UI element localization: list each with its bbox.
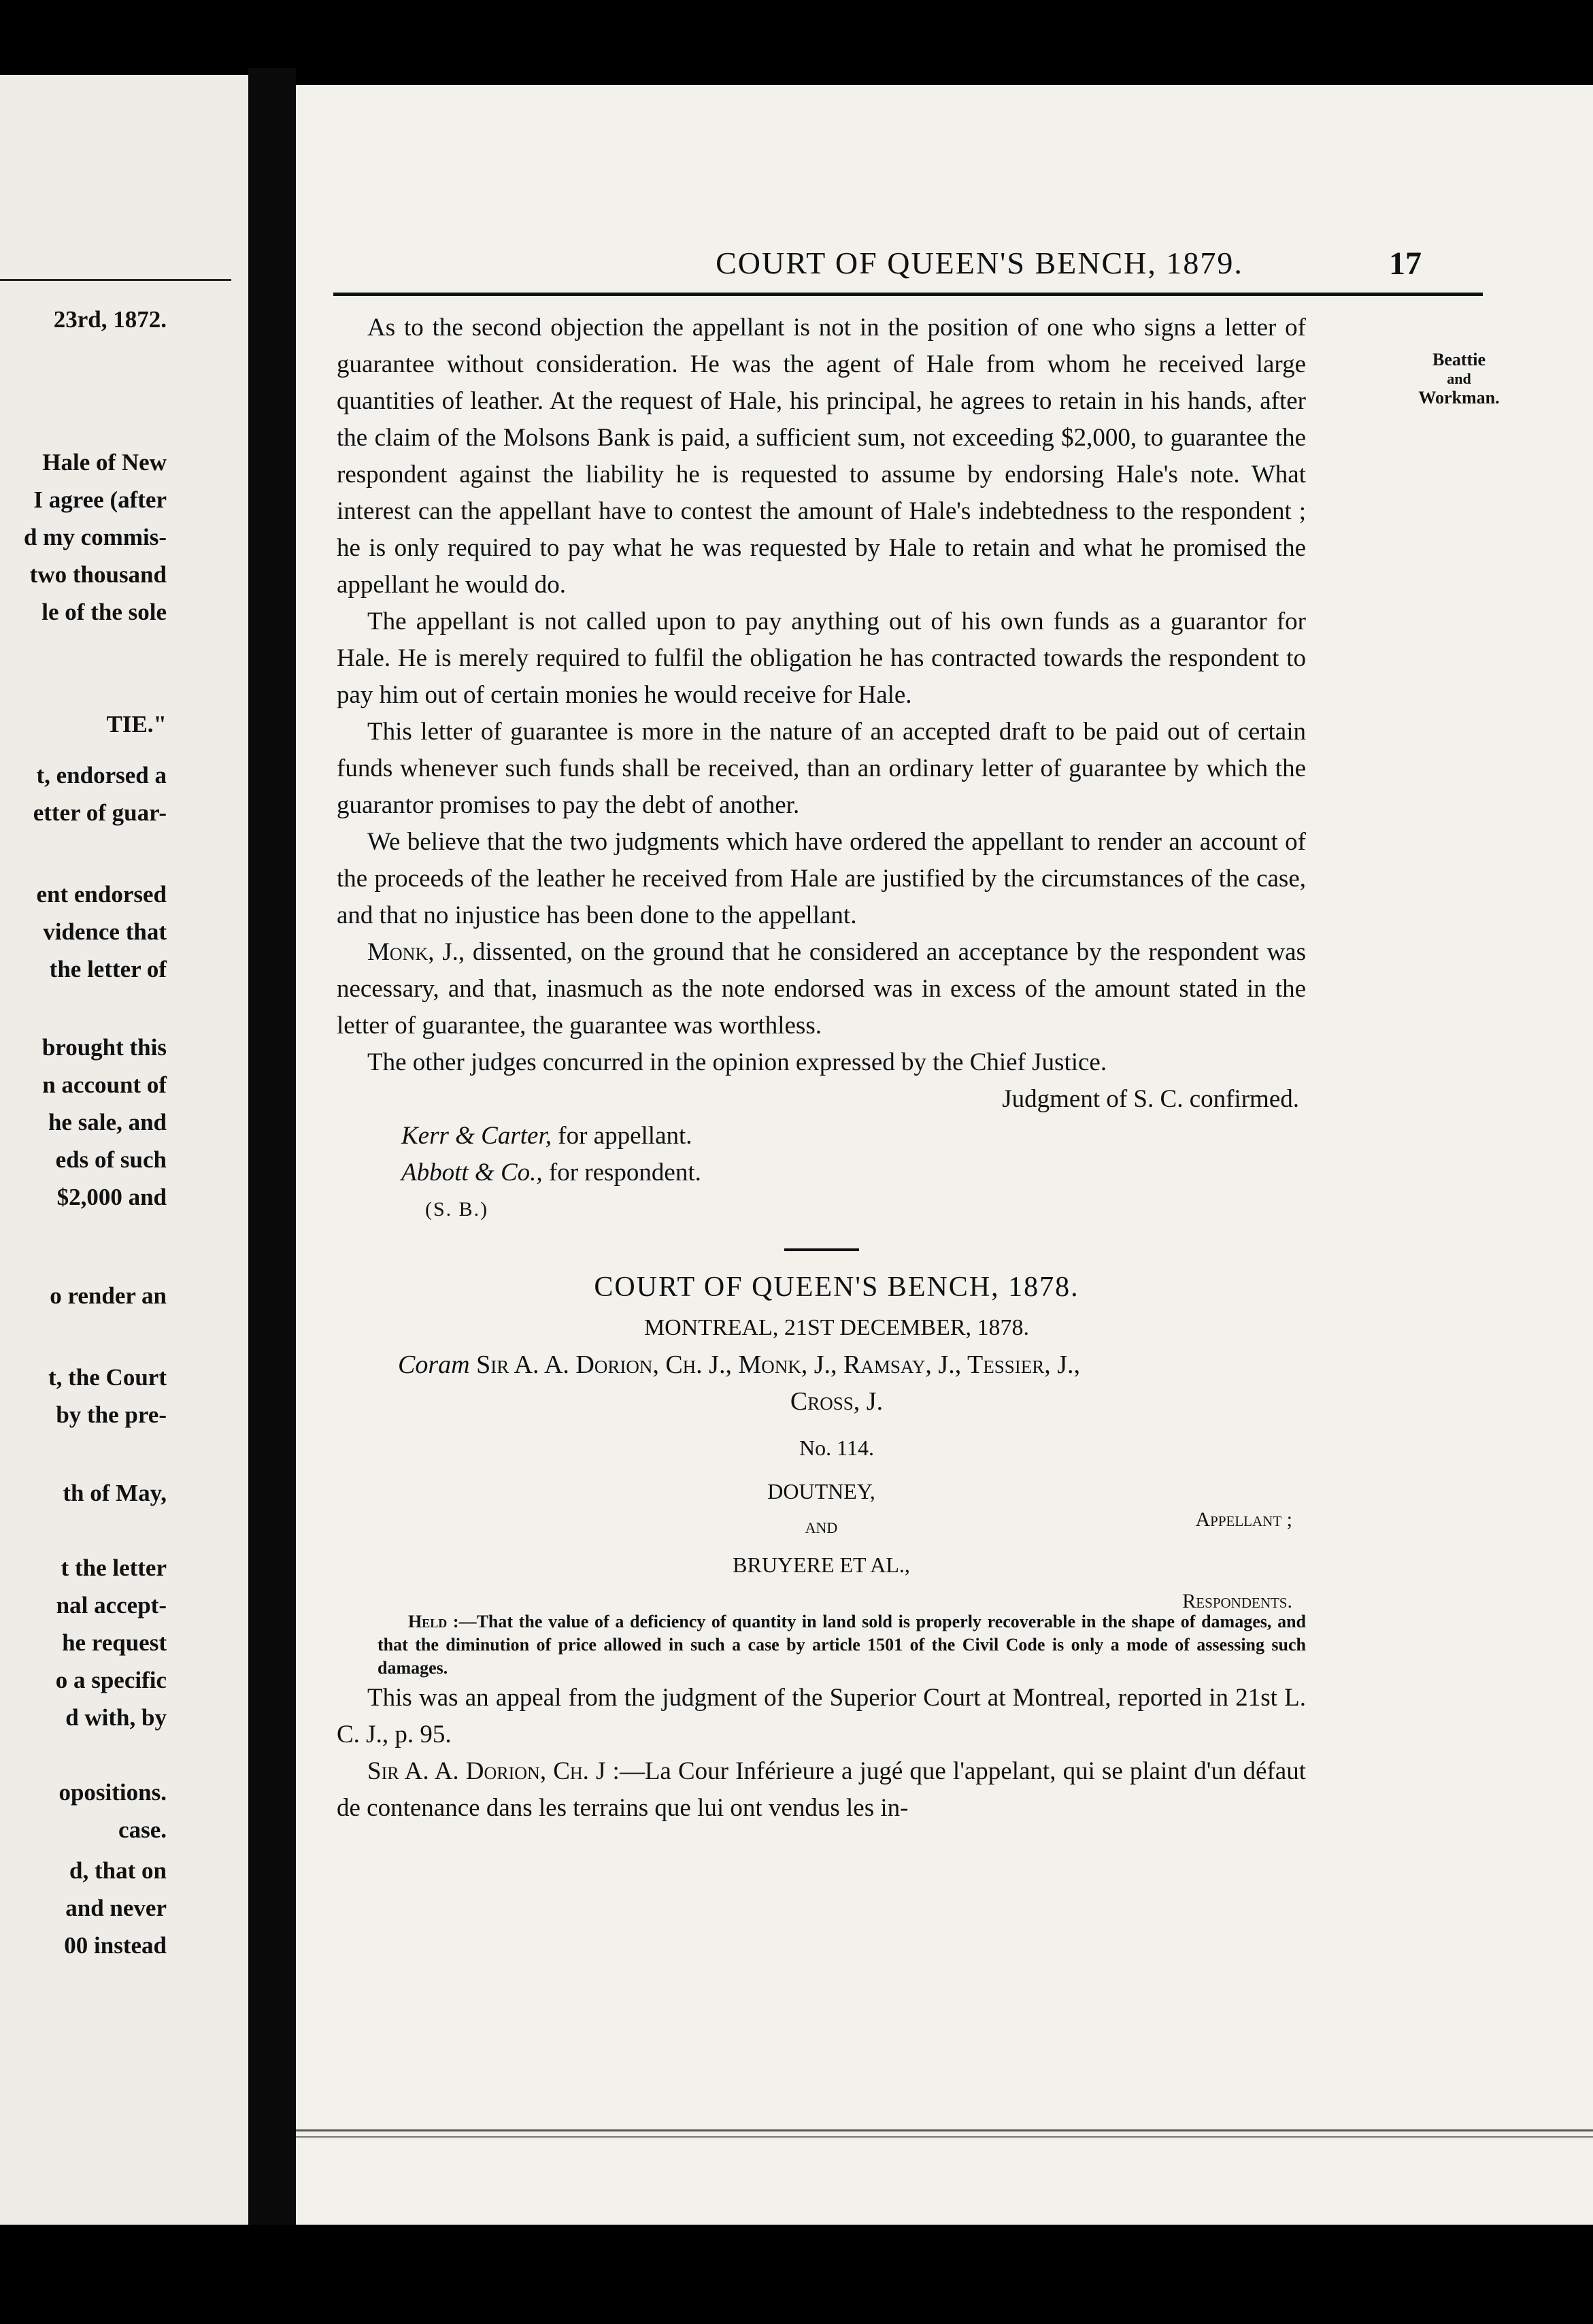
- left-line: vidence that: [43, 918, 167, 945]
- page-gutter: [248, 68, 296, 2231]
- bottom-rule-secondary: [296, 2136, 1593, 2138]
- left-head-rule: [0, 279, 231, 281]
- paragraph-text: dissented, on the ground that he considered an acceptance by the respondent was necessary, and that, inasmuch as the note endorsed was in excess of the amount stated in the letter of guarantee, the guarantee was worthless.: [337, 938, 1306, 1040]
- running-head: COURT OF QUEEN'S BENCH, 1879.: [716, 246, 1243, 280]
- paragraph: As to the second objection the appellant is not in the position of one who signs a letter of guarantee without consideration. He was the agent of Hale from whom he received large quantities of leather. At the request of Hale, his principal, he agrees to retain in his hands, after the claim of the Molsons Bank is paid, a sufficient sum, not exceeding $2,000, to guarantee the respondent against the liability he is requested to assume by endorsing Hale's note. What interest can the appellant have to contest the amount of Hale's indebtedness to the respondent ; he is only required to pay what he was requested by Hale to retain and what he promised the appellant he would do.: [337, 314, 1306, 599]
- left-line: $2,000 and: [56, 1184, 167, 1210]
- held-text: That the value of a deficiency of quantity in land sold is properly recoverable in the shape of damages, and that the diminution of price allowed in such a case by article 1501 of the Civil Code is only a mode of assessing such damages.: [378, 1612, 1306, 1678]
- page-number: 17: [1389, 246, 1422, 282]
- judge-name: Sir A. A. Dorion, Ch. J :—: [367, 1757, 645, 1785]
- coram-judges-cont: Cross, J.: [790, 1387, 884, 1416]
- paragraph: [337, 1753, 1306, 1827]
- paragraph: This letter of guarantee is more in the nature of an accepted draft to be paid out of certain funds whenever such funds shall be received, than an ordinary letter of guarantee by which the guarantor promises to pay the debt of another.: [337, 718, 1306, 819]
- counsel-role: for respondent.: [542, 1159, 701, 1186]
- left-line: d with, by: [65, 1704, 167, 1731]
- left-line: n account of: [42, 1072, 167, 1098]
- film-border-top: [0, 0, 1593, 75]
- left-line: t the letter: [61, 1555, 167, 1581]
- left-line: opositions.: [58, 1779, 167, 1806]
- counsel-role: for appellant.: [552, 1122, 692, 1150]
- and-word: AND: [805, 1519, 838, 1536]
- margin-note-line: Beattie: [1432, 350, 1486, 369]
- left-line: le of the sole: [41, 599, 167, 625]
- coram-judges: Sir A. A. Dorion, Ch. J., Monk, J., Ramsay, J., Tessier, J.,: [469, 1350, 1081, 1379]
- respondent-name: BRUYERE ET AL.,: [733, 1553, 910, 1577]
- margin-note: [1371, 350, 1547, 408]
- left-line: etter of guar-: [33, 799, 167, 826]
- counsel-respondent: [337, 1155, 1306, 1191]
- left-line: 23rd, 1872.: [53, 306, 167, 333]
- left-line: he request: [62, 1629, 167, 1656]
- paragraph: We believe that the two judgments which have ordered the appellant to render an account of the proceeds of the leather he received from Hale are justified by the circumstances of the case, and that no injustice has been done to the appellant.: [337, 828, 1306, 929]
- counsel-name: Abbott & Co.,: [401, 1159, 543, 1186]
- left-line: th of May,: [63, 1480, 167, 1506]
- held-label: Held :—: [408, 1612, 477, 1631]
- counsel-appellant: [337, 1118, 1306, 1155]
- judgment-line: Judgment of S. C. confirmed.: [1002, 1085, 1299, 1113]
- left-line: and never: [65, 1895, 167, 1921]
- left-line: d, that on: [69, 1857, 167, 1884]
- paragraph: The other judges concurred in the opinion expressed by the Chief Justice.: [367, 1048, 1107, 1076]
- coram-word: Coram: [398, 1350, 470, 1379]
- left-line: d my commis-: [24, 524, 167, 550]
- left-line: TIE.": [106, 711, 167, 737]
- left-line: Hale of New: [42, 449, 167, 476]
- left-line: by the pre-: [56, 1401, 167, 1428]
- case-place-date: MONTREAL, 21ST DECEMBER, 1878.: [643, 1315, 1030, 1340]
- respondent-label: Respondents.: [1182, 1590, 1292, 1612]
- main-page: [296, 85, 1593, 2225]
- reporter-initials: (S. B.): [425, 1198, 489, 1221]
- film-border-bottom: [0, 2225, 1593, 2324]
- appellant-line: [337, 1473, 1306, 1510]
- left-line: o render an: [50, 1282, 167, 1309]
- section-separator: [784, 1248, 859, 1251]
- left-line: 00 instead: [64, 1932, 167, 1959]
- respondent-line: [337, 1546, 1306, 1583]
- paragraph: The appellant is not called upon to pay anything out of his own funds as a guarantor for Hale. He is merely required to fulfil the obligation he has contracted towards the respondent to pay him out of certain monies he would receive for Hale.: [337, 608, 1306, 709]
- left-line: o a specific: [55, 1667, 167, 1693]
- left-line: brought this: [41, 1034, 167, 1061]
- left-line: t, endorsed a: [36, 762, 167, 788]
- coram-line: [337, 1346, 1306, 1383]
- paragraph: This was an appeal from the judgment of the Superior Court at Montreal, reported in 21st L. C. J., p. 95.: [337, 1684, 1306, 1748]
- left-line: he sale, and: [48, 1109, 167, 1135]
- and-line: [337, 1510, 1306, 1546]
- case-court-title: COURT OF QUEEN'S BENCH, 1878.: [594, 1272, 1079, 1303]
- bottom-rule: [296, 2129, 1593, 2131]
- paragraph-text: La Cour Inférieure a jugé que l'appelant, qui se plaint d'un défaut de contenance dans les terrains que lui ont vendus les in-: [337, 1757, 1307, 1822]
- left-line: nal accept-: [56, 1592, 167, 1618]
- left-line: t, the Court: [48, 1364, 167, 1391]
- appellant-name: DOUTNEY,: [767, 1479, 875, 1504]
- held-headnote: [337, 1610, 1306, 1680]
- respondent-label-line: [337, 1583, 1306, 1610]
- margin-note-line: and: [1447, 370, 1471, 387]
- left-line: I agree (after: [33, 486, 167, 513]
- left-line: the letter of: [49, 956, 167, 982]
- paragraph: [337, 934, 1306, 1044]
- left-line: eds of such: [55, 1146, 167, 1173]
- appellant-label: Appellant ;: [1195, 1508, 1292, 1531]
- judge-name: Monk, J.,: [367, 938, 465, 966]
- left-page-fragment: [0, 75, 248, 2225]
- header-rule: [333, 293, 1483, 296]
- left-line: two thousand: [29, 561, 167, 588]
- left-line: case.: [118, 1816, 167, 1843]
- margin-note-line: Workman.: [1418, 388, 1500, 408]
- body-text: [337, 310, 1306, 1827]
- counsel-name: Kerr & Carter,: [401, 1122, 552, 1150]
- left-line: ent endorsed: [36, 881, 167, 908]
- case-number: No. 114.: [799, 1435, 874, 1460]
